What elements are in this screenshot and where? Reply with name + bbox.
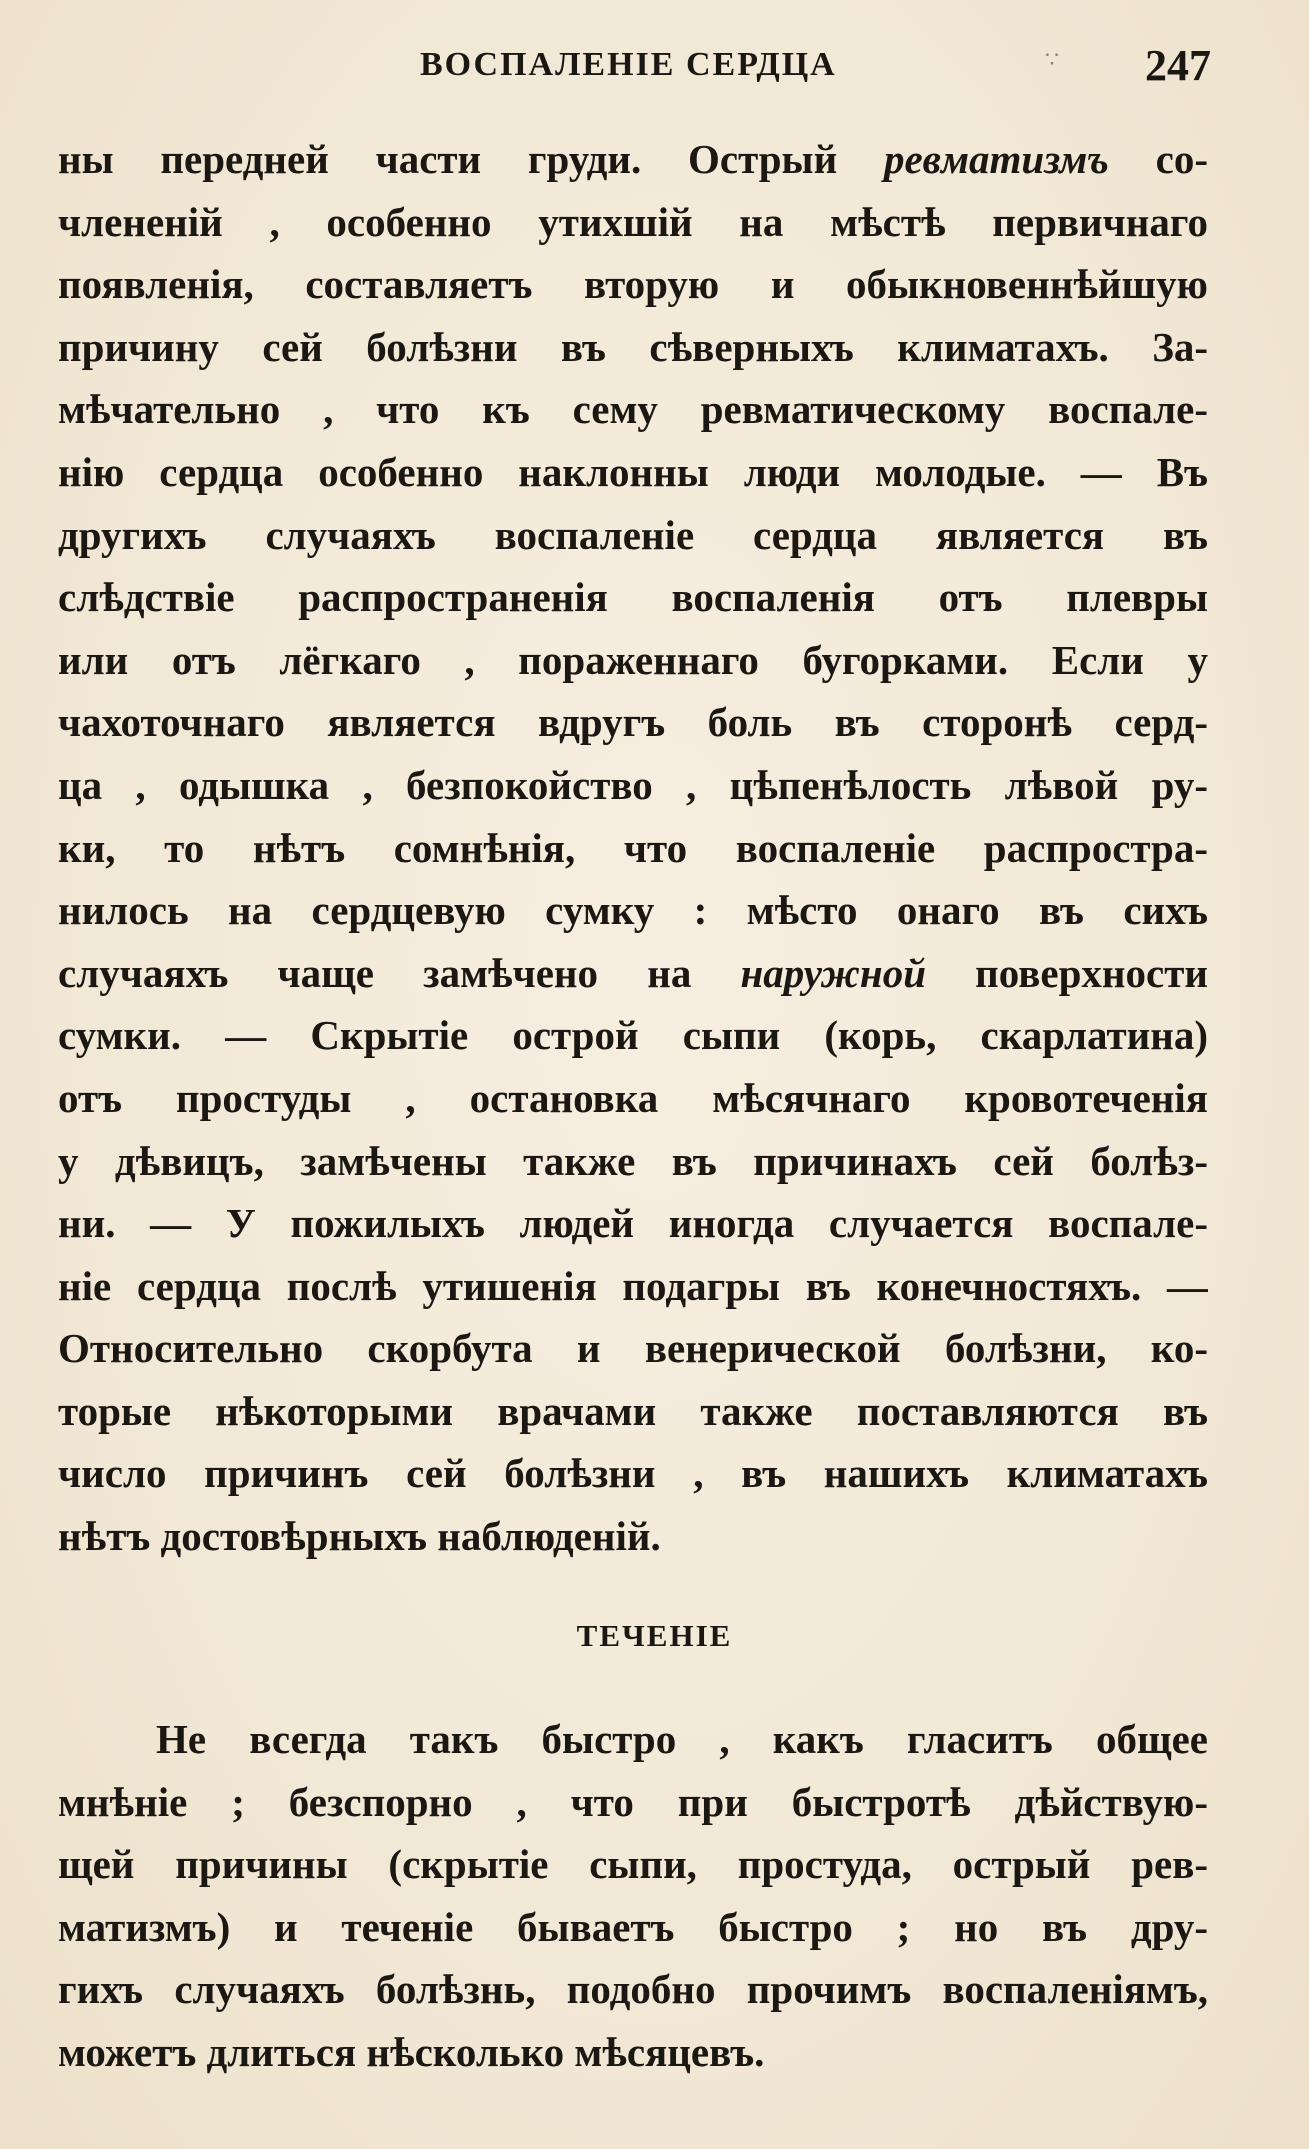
text-line: появленія, составляетъ вторую и обыкновеннѣйшую [58, 261, 1208, 308]
text-line: ки, то нѣтъ сомнѣнія, что воспаленіе распростра- [58, 824, 1208, 871]
text-line: нію сердца особенно наклонны люди молодые. — Въ [58, 448, 1208, 495]
section-heading: ТЕЧЕНІЕ [576, 1618, 733, 1653]
text-line: торые нѣкоторыми врачами также поставляются въ [58, 1387, 1208, 1434]
page-header [60, 38, 1210, 98]
paragraph-course [58, 1708, 1208, 2084]
text-line: другихъ случаяхъ воспаленіе сердца является въ [58, 511, 1208, 558]
text-line: у дѣвицъ, замѣчены также въ причинахъ сей болѣз- [58, 1137, 1208, 1184]
ornament-mark: ∵ [1045, 48, 1059, 73]
italic-term: наружной [740, 949, 927, 996]
text-line: матизмъ) и теченіе бываетъ быстро ; но въ дру- [58, 1903, 1208, 1950]
text-line: ны передней части груди. Острый ревматизмъ со- [58, 136, 1208, 182]
text-line: члененій , особенно утихшій на мѣстѣ первичнаго [58, 198, 1208, 245]
text-line: Не всегда такъ быстро , какъ гласитъ общее [156, 1716, 1208, 1762]
running-head: ВОСПАЛЕНІЕ СЕРДЦА [420, 46, 837, 83]
text-line: можетъ длиться нѣсколько мѣсяцевъ. [58, 2028, 765, 2075]
paragraph-causes [58, 128, 1208, 1568]
text-line: чахоточнаго является вдругъ боль въ сторонѣ серд- [58, 699, 1208, 746]
text-line: слѣдствіе распространенія воспаленія отъ плевры [58, 574, 1208, 621]
text-line: причину сей болѣзни въ сѣверныхъ климатахъ. За- [58, 323, 1208, 370]
text-line: или отъ лёгкаго , пораженнаго бугорками. Если у [58, 636, 1208, 683]
italic-term: ревматизмъ [883, 136, 1109, 182]
text-line: мѣчательно , что къ сему ревматическому воспале- [58, 386, 1208, 433]
text-line: мнѣніе ; безспорно , что при быстротѣ дѣйствую- [58, 1778, 1208, 1825]
text-line: гихъ случаяхъ болѣзнь, подобно прочимъ воспаленіямъ, [58, 1966, 1208, 2013]
text-line: Относительно скорбута и венерической болѣзни, ко- [58, 1325, 1208, 1372]
text-line: ца , одышка , безпокойство , цѣпенѣлость лѣвой ру- [58, 761, 1208, 808]
text-line: нилось на сердцевую сумку : мѣсто онаго въ сихъ [58, 887, 1208, 934]
text-line: случаяхъ чаще замѣчено на наружной поверхности [58, 949, 1208, 996]
text-line: щей причины (скрытіе сыпи, простуда, острый рев- [58, 1841, 1208, 1888]
text-line: отъ простуды , остановка мѣсячнаго кровотеченія [58, 1074, 1208, 1121]
page-number: 247 [1145, 41, 1211, 90]
text-line: ни. — У пожилыхъ людей иногда случается воспале- [58, 1200, 1208, 1247]
text-line: число причинъ сей болѣзни , въ нашихъ климатахъ [58, 1450, 1208, 1497]
text-line: нѣтъ достовѣрныхъ наблюденій. [58, 1513, 661, 1560]
text-line: сумки. — Скрытіе острой сыпи (корь, скарлатина) [58, 1012, 1208, 1059]
text-line: ніе сердца послѣ утишенія подагры въ конечностяхъ. — [58, 1262, 1208, 1309]
